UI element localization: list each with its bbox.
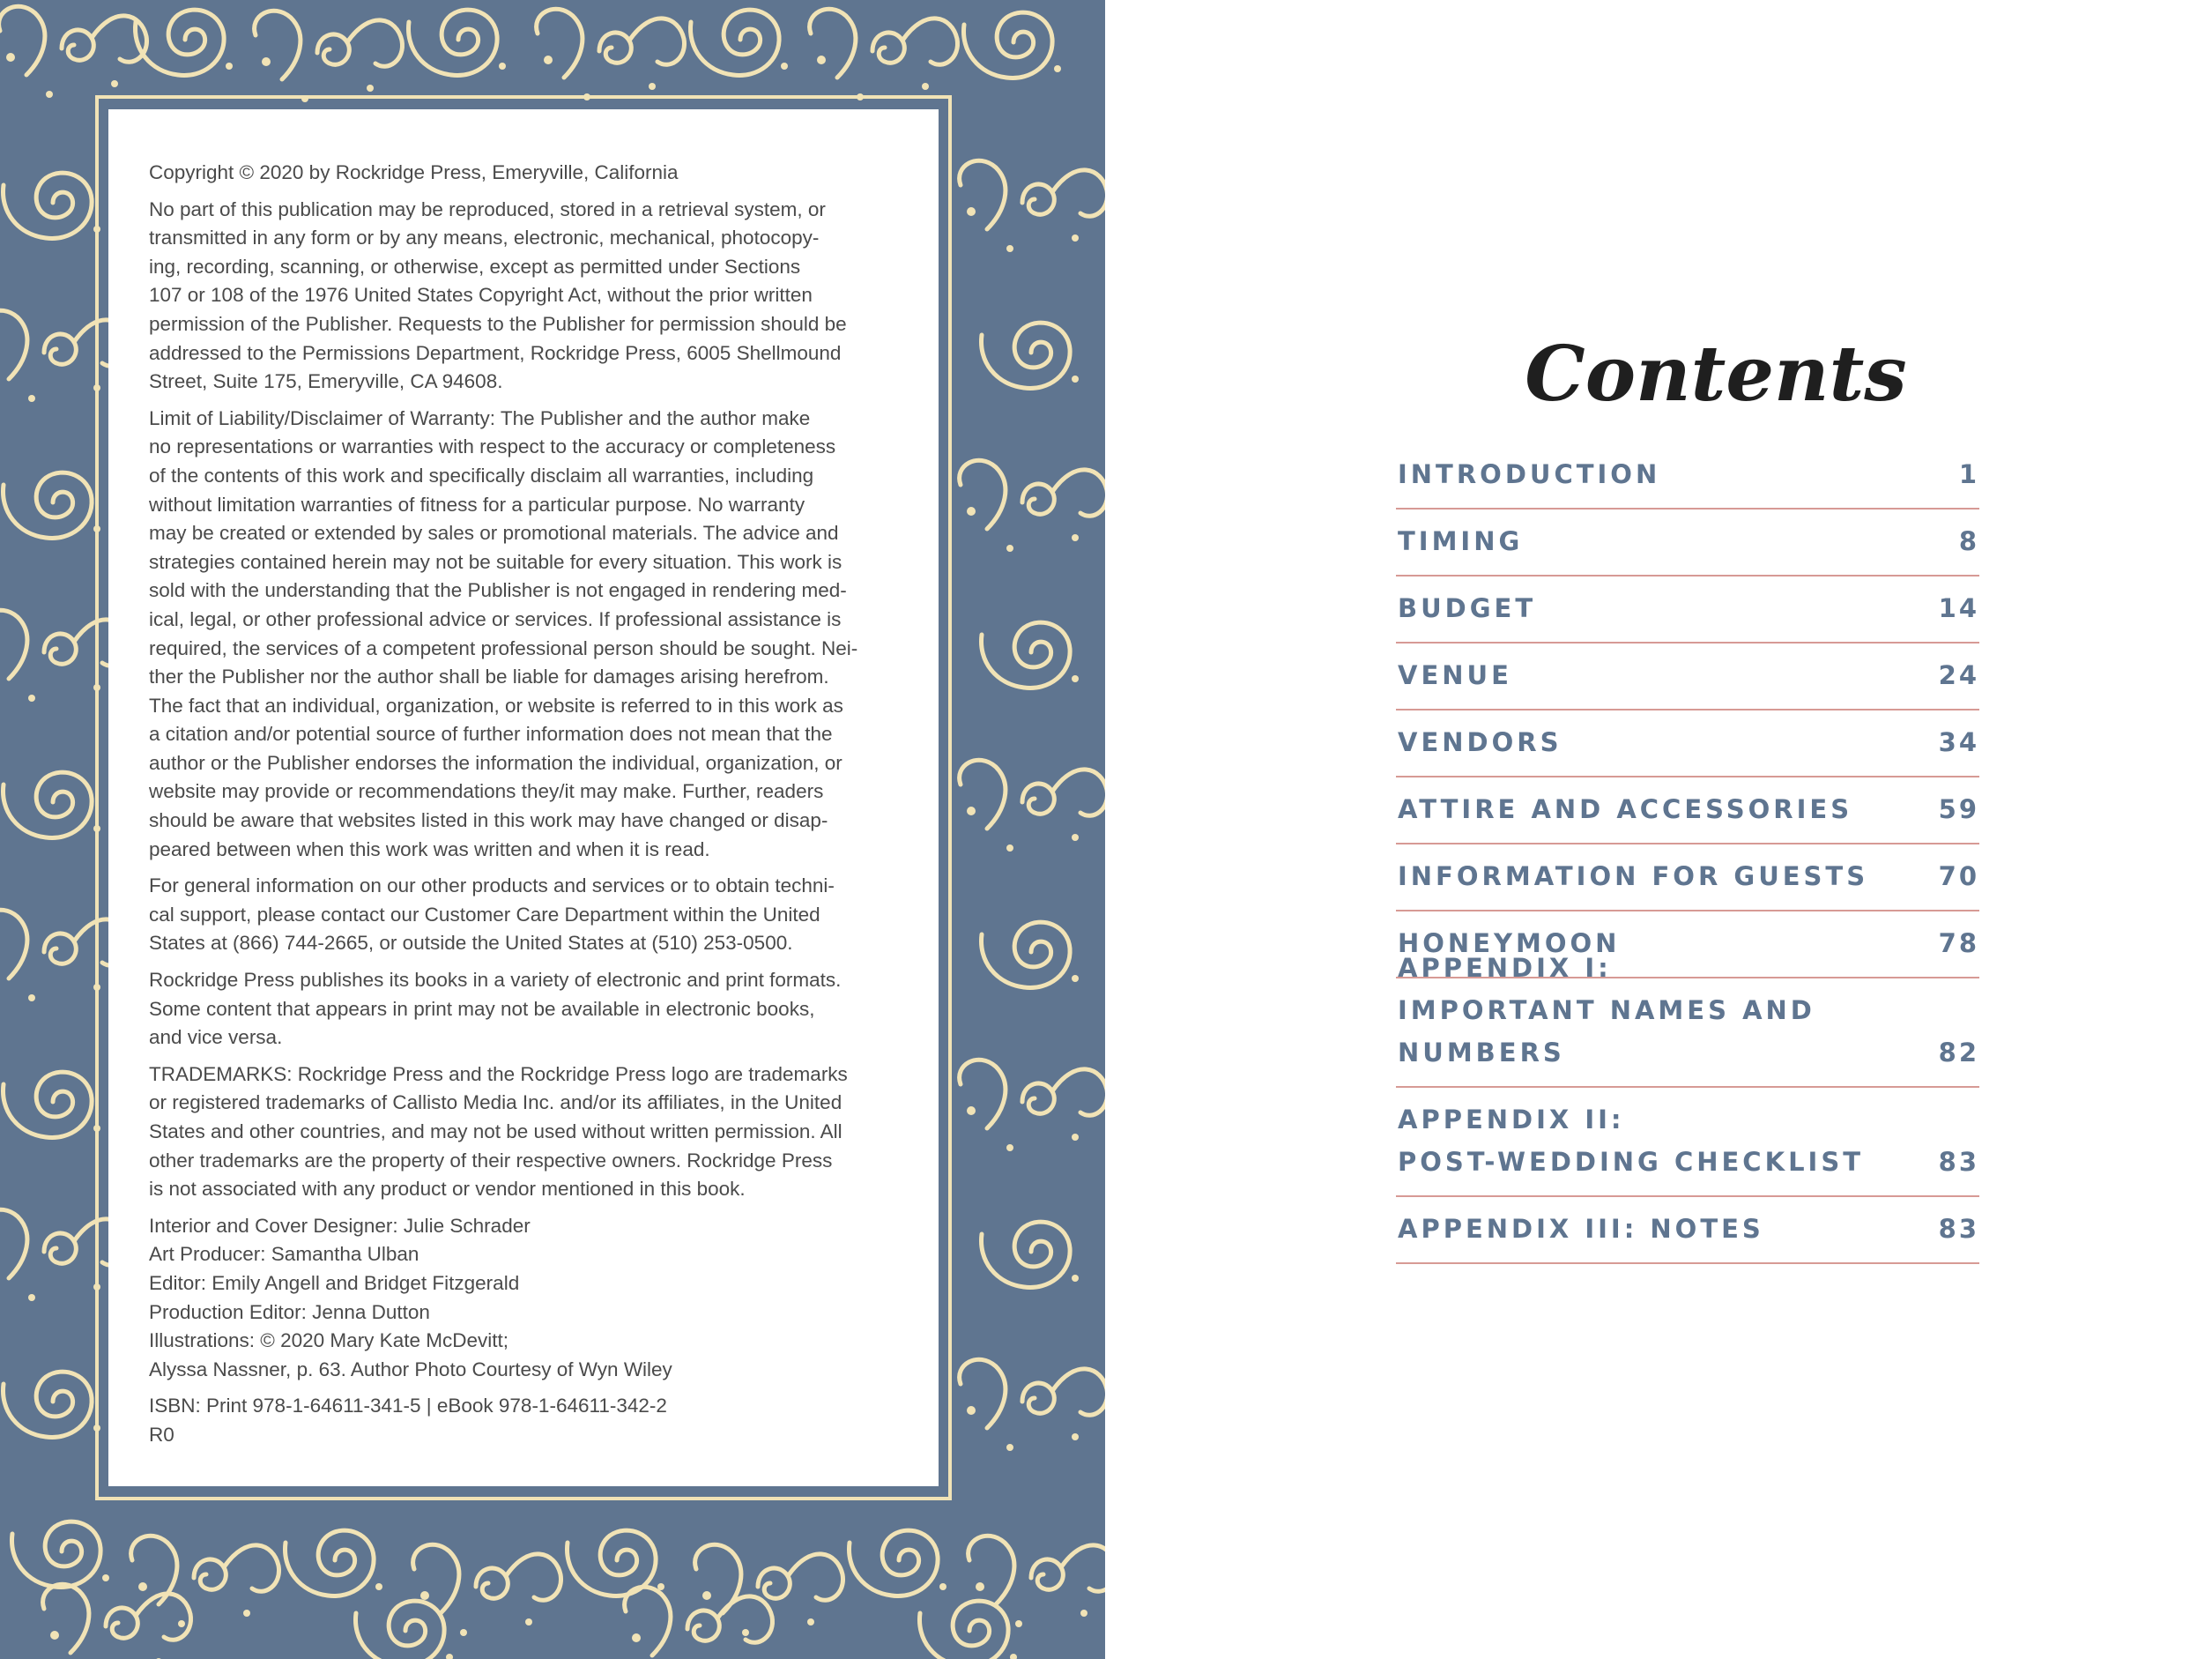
toc-entry-budget[interactable] — [1396, 577, 1979, 644]
copyright-page — [0, 0, 1105, 1659]
toc-entry-vendors[interactable] — [1396, 710, 1979, 777]
toc-entry-appendix-1[interactable] — [1396, 953, 1979, 1088]
toc-entry-timing[interactable] — [1396, 510, 1979, 577]
toc-entry-attire[interactable] — [1396, 777, 1979, 844]
customer-care-info: For general information on our other products and services or to obtain techni- cal support, please contact our Customer Care Department within the United States at (866) 744-2665, or outside the United States at (510) 253-0500. — [149, 874, 835, 955]
toc-entry-label: ATTIRE AND ACCESSORIES — [1398, 794, 1853, 824]
copyright-notice: Copyright © 2020 by Rockridge Press, Emeryville, California — [149, 161, 679, 183]
toc-entry-page: 83 — [1938, 1214, 1979, 1244]
toc-entry-page: 82 — [1938, 1038, 1979, 1068]
toc-entry-page: 83 — [1938, 1147, 1979, 1177]
toc-entry-guest-info[interactable] — [1396, 844, 1979, 911]
toc-entry-label: INFORMATION FOR GUESTS — [1398, 861, 1869, 891]
toc-entry-page: 59 — [1938, 794, 1979, 824]
contents-title: Contents — [1525, 330, 1907, 419]
toc-entry-label: APPENDIX I: IMPORTANT NAMES AND NUMBERS — [1398, 953, 1815, 1068]
reproduction-notice: No part of this publication may be reproduced, stored in a retrieval system, or transmitted in any form or by any means, electronic, mechanical, photocopy- ing, recording, scanning, or otherwise, except as permitted under Sections 107 or 108 of the 1976 United States Copyright Act, without the prior written permission of the Publisher. Requests to the Publisher for permission should be addressed to the Permissions Department, Rockridge Press, 6005 Shellmound Street, Suite 175, Emeryville, CA 94608. — [149, 197, 847, 393]
liability-disclaimer: Limit of Liability/Disclaimer of Warranty: The Publisher and the author make no representations or warranties with respect to the accuracy or completeness of the contents of this work and specifically disclaim all warranties, including without limitation warranties of fitness for a particular purpose. No warranty may be created or extended by sales or promotional materials. The advice and strategies contained herein may not be suitable for every situation. This work is sold with the understanding that the Publisher is not engaged in rendering med- ical, legal, or other professional advice or services. If professional assistance is required, the services of a competent professional person should be sought. Nei- ther the Publisher nor the author shall be liable for damages arising herefrom. The fact that an individual, organization, or website is referred to in this work as a citation and/or potential source of further information does not mean that the author or the Publisher endorses the information the individual, organization, or website may provide or recommendations they/it may make. Further, readers should be aware that websites listed in this work may have changed or disap- peared between when this work was written and when it is read. — [149, 406, 858, 860]
table-of-contents — [1396, 443, 1979, 1264]
contents-page — [1105, 0, 2212, 1659]
toc-entry-page: 70 — [1938, 861, 1979, 891]
toc-entry-label: APPENDIX II: POST-WEDDING CHECKLIST — [1398, 1105, 1865, 1177]
toc-entry-page: 1 — [1958, 459, 1979, 489]
toc-entry-label: VENDORS — [1398, 727, 1563, 757]
toc-entry-page: 78 — [1938, 928, 1979, 958]
trademarks-notice: TRADEMARKS: Rockridge Press and the Rockridge Press logo are trademarks or registered trademarks of Callisto Media Inc. and/or its affiliates, in the United States and other countries, and may not be used without written permission. All other trademarks are the property of their respective owners. Rockridge Press is not associated with any product or vendor mentioned in this book. — [149, 1062, 848, 1201]
toc-entry-page: 24 — [1938, 660, 1979, 690]
toc-entry-label: INTRODUCTION — [1398, 459, 1661, 489]
toc-entry-label: BUDGET — [1398, 593, 1537, 623]
toc-entry-page: 14 — [1938, 593, 1979, 623]
toc-entry-label: HONEYMOON — [1398, 928, 1621, 958]
toc-entry-label: APPENDIX III: NOTES — [1398, 1214, 1764, 1244]
production-credits: Interior and Cover Designer: Julie Schrader Art Producer: Samantha Ulban Editor: Emily Angell and Bridget Fitzgerald Production Editor: Jenna Dutton Illustrations: © 2020 Mary Kate McDevitt; Alyssa Nassner, p. 63. Author Photo Courtesy of Wyn Wiley — [149, 1214, 672, 1380]
toc-entry-label: VENUE — [1398, 660, 1512, 690]
isbn-info: ISBN: Print 978-1-64611-341-5 | eBook 978-1-64611-342-2 R0 — [149, 1395, 667, 1446]
copyright-text-panel — [108, 109, 939, 1486]
toc-entry-introduction[interactable] — [1396, 443, 1979, 510]
toc-entry-label: TIMING — [1398, 526, 1524, 556]
toc-entry-appendix-2[interactable] — [1396, 1088, 1979, 1197]
toc-entry-page: 8 — [1958, 526, 1979, 556]
toc-entry-page: 34 — [1938, 727, 1979, 757]
toc-entry-appendix-3[interactable] — [1396, 1197, 1979, 1264]
formats-notice: Rockridge Press publishes its books in a variety of electronic and print formats. Some content that appears in print may not be available in electronic books, and vice versa. — [149, 969, 842, 1049]
toc-entry-venue[interactable] — [1396, 644, 1979, 710]
